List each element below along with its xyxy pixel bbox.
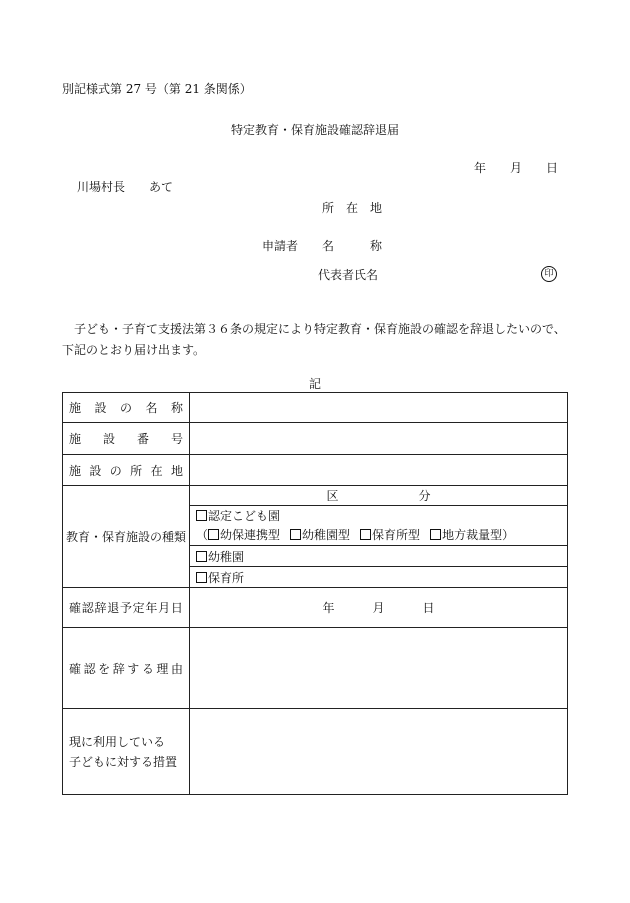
option-hoikusho: 保育所 (190, 567, 568, 588)
checkbox-nintei-kodomoen[interactable] (196, 510, 207, 521)
facility-name-field[interactable] (190, 393, 568, 423)
reason-field[interactable] (190, 628, 568, 709)
checkbox-youchien-gata[interactable] (290, 529, 301, 540)
date-day-label: 日 (546, 161, 559, 175)
form-number: 別記様式第 27 号（第 21 条関係） (62, 82, 252, 96)
facility-location-field[interactable] (190, 455, 568, 486)
table-row (63, 588, 568, 628)
checkbox-youchien[interactable] (196, 551, 207, 562)
applicant-label: 申請者 (262, 239, 299, 253)
facility-type-label: 教育・保育施設の種類 (63, 486, 190, 588)
table-row (63, 486, 568, 506)
option-youchien: 幼稚園 (190, 546, 568, 567)
checkbox-hoikusho-gata[interactable] (360, 529, 371, 540)
withdraw-date-field[interactable]: 年 月 日 (190, 588, 568, 628)
checkbox-hoikusho[interactable] (196, 572, 207, 583)
table-row (63, 393, 568, 423)
table-row (63, 709, 568, 795)
body-text: 子ども・子育て支援法第３６条の規定により特定教育・保育施設の確認を辞退したいので、下記のとおり届け出ます。 (62, 322, 566, 357)
applicant-address-label: 所 在 地 (322, 201, 383, 215)
table-row (63, 455, 568, 486)
measures-field[interactable] (190, 709, 568, 795)
applicant-name-label: 名 称 (322, 239, 383, 253)
date-year-label: 年 (474, 161, 487, 175)
withdraw-date-label: 確 認 辞 退 予 定 年 月 日 (63, 588, 190, 628)
facility-number-field[interactable] (190, 423, 568, 455)
addressee: 川場村長 あて (77, 180, 174, 194)
form-title: 特定教育・保育施設確認辞退届 (230, 123, 399, 137)
option-nintei-kodomoen: 認定こども園 （ 幼保連携型 幼稚園型 保育所型 地方裁量型） (190, 506, 568, 546)
measures-label: 現に利用している 子どもに対する措置 (63, 709, 190, 795)
representative-name-label: 代表者氏名 (318, 268, 379, 282)
reason-label: 確 認 を 辞 す る 理 由 (63, 628, 190, 709)
facility-location-label: 施 設 の 所 在 地 (63, 455, 190, 486)
facility-name-label: 施 設 の 名 称 (63, 393, 190, 423)
facility-number-label: 施 設 番 号 (63, 423, 190, 455)
form-table (62, 392, 568, 795)
submission-date (474, 161, 558, 175)
table-row (63, 628, 568, 709)
ki-heading: 記 (308, 377, 321, 391)
seal-mark: 印 (541, 266, 557, 282)
checkbox-youho-renkei[interactable] (208, 529, 219, 540)
date-month-label: 月 (510, 161, 523, 175)
table-row (63, 423, 568, 455)
checkbox-chihou-sairyou[interactable] (430, 529, 441, 540)
category-header: 区 分 (190, 486, 568, 506)
